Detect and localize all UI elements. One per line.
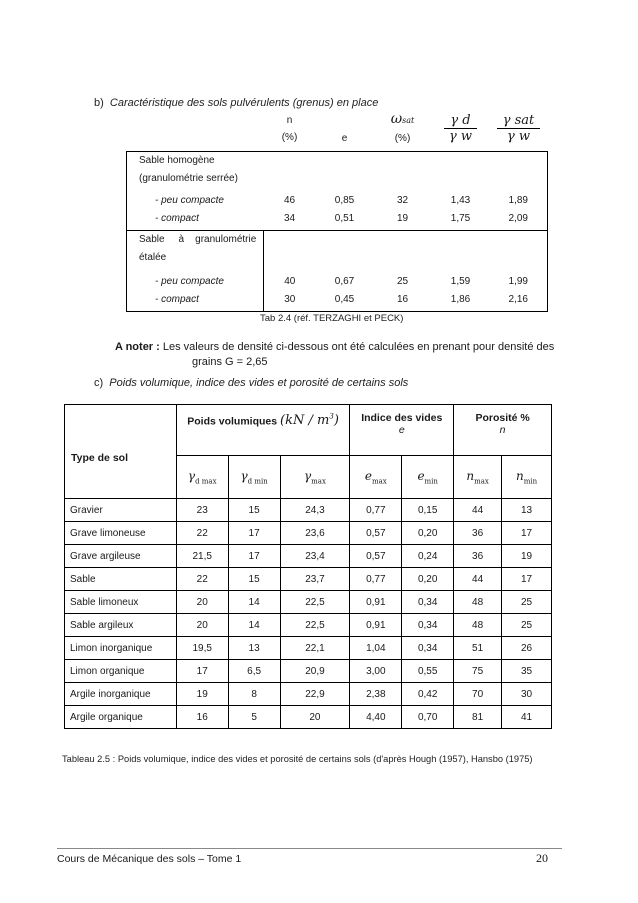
subheader-n-max: [454, 456, 502, 499]
note-paragraph: [115, 340, 563, 370]
subheader-e-max: [350, 456, 402, 499]
table-row: [65, 614, 552, 637]
cell-n-min: 26: [502, 637, 552, 660]
sym-base: e: [417, 468, 425, 483]
cell-gamma-dmin: 15: [228, 568, 280, 591]
row-label: - compact: [127, 210, 264, 231]
cell-gamma-dmax: 22: [176, 568, 228, 591]
header-n: [264, 113, 316, 152]
sym-base: γ: [240, 468, 248, 483]
cell-e-min: 0,34: [402, 591, 454, 614]
footer-course-title: Cours de Mécanique des sols – Tome 1: [57, 853, 242, 865]
gsat-num: γ sat: [497, 113, 541, 129]
table-row: [65, 637, 552, 660]
table-row: [127, 192, 548, 210]
cell-gsat: 1,99: [490, 273, 548, 291]
cell-n-max: 36: [454, 522, 502, 545]
row-label: - compact: [127, 291, 264, 312]
table-row: [127, 291, 548, 312]
cell-e-min: 0,20: [402, 568, 454, 591]
cell-n-max: 81: [454, 706, 502, 729]
cell-gamma-dmax: 22: [176, 522, 228, 545]
gd-num: γ d: [444, 113, 476, 129]
header-wsat: [374, 113, 432, 152]
cell-gsat: 2,09: [490, 210, 548, 231]
row-label: - peu compacte: [127, 273, 264, 291]
cell-gamma-dmax: 17: [176, 660, 228, 683]
table-row: [127, 273, 548, 291]
cell-gamma-max: 22,5: [280, 591, 350, 614]
cell-w: 19: [374, 210, 432, 231]
cell-n-max: 51: [454, 637, 502, 660]
footer-divider: [57, 848, 562, 849]
cell-gamma-dmin: 17: [228, 522, 280, 545]
cell-e-max: 0,57: [350, 522, 402, 545]
cell-e-max: 2,38: [350, 683, 402, 706]
cell-n: 30: [264, 291, 316, 312]
subheader-e-min: [402, 456, 454, 499]
table2-caption: Tableau 2.5 : Poids volumique, indice des vides et porosité de certains sols (d'après Hough (1957), Hansbo (1975): [62, 754, 533, 764]
gsat-over-gw: [497, 113, 541, 144]
section-c-title: Poids volumique, indice des vides et porosité de certains sols: [109, 377, 409, 389]
section-b-title: Caractéristique des sols pulvérulents (grenus) en place: [109, 97, 379, 109]
cell-gamma-dmax: 19,5: [176, 637, 228, 660]
cell-e-max: 1,04: [350, 637, 402, 660]
cell-e: 0,85: [334, 195, 355, 206]
cell-gsat: 1,89: [490, 192, 548, 210]
cell-e-max: 0,77: [350, 568, 402, 591]
cell-e-min: 0,55: [402, 660, 454, 683]
soil-properties-body: [65, 499, 552, 729]
cell-gamma-max: 22,1: [280, 637, 350, 660]
cell-gamma-dmax: 20: [176, 614, 228, 637]
cell-e-max: 0,91: [350, 614, 402, 637]
header-porosity-label: Porosité %: [475, 412, 530, 424]
header-void-ratio-label: Indice des vides: [361, 412, 443, 424]
note-text-line2: grains G = 2,65: [192, 356, 268, 368]
subheader-gamma-dmin: [228, 456, 280, 499]
cell-n-min: 13: [502, 499, 552, 522]
table1-caption: Tab 2.4 (réf. TERZAGHI et PECK): [260, 313, 404, 324]
cell-soil-type: Argile inorganique: [65, 683, 177, 706]
header-e-label: e: [341, 133, 348, 144]
cell-gamma-dmin: 6,5: [228, 660, 280, 683]
cell-e: 0,45: [316, 291, 374, 312]
cell-soil-type: Grave argileuse: [65, 545, 177, 568]
cell-gamma-dmax: 20: [176, 591, 228, 614]
cell-w: 32: [396, 195, 409, 206]
cell-e-max: 4,40: [350, 706, 402, 729]
section-c-label: c): [94, 377, 104, 389]
cell-gamma-max: 23,6: [280, 522, 350, 545]
group2-title-row: [127, 231, 548, 250]
header-wsat-unit: (%): [394, 133, 411, 144]
row-label: - peu compacte: [127, 192, 264, 210]
header-n-unit: (%): [281, 132, 298, 143]
cell-w: 25: [396, 276, 409, 287]
unit-kn-m3: $(kN / m^3)$: [280, 413, 339, 429]
unit-exponent: 3: [329, 413, 334, 421]
header-soil-type: [65, 405, 177, 499]
header-porosity-symbol: n: [499, 424, 506, 436]
table-row: [65, 499, 552, 522]
cell-n-max: 70: [454, 683, 502, 706]
cell-gamma-dmin: 17: [228, 545, 280, 568]
table-row: [65, 591, 552, 614]
cell-e-max: 0,77: [350, 499, 402, 522]
sym-base: γ: [303, 468, 312, 483]
cell-gamma-max: 24,3: [280, 499, 350, 522]
header-void-ratio: [350, 405, 454, 456]
header-wsat-symbol: [374, 111, 432, 127]
cell-gamma-dmin: 8: [228, 683, 280, 706]
cell-e-max: 3,00: [350, 660, 402, 683]
cell-n: 34: [264, 210, 316, 231]
group1-title-row: [127, 152, 548, 171]
cell-e: 0,67: [334, 276, 355, 287]
cell-n-min: 41: [502, 706, 552, 729]
cell-n: 46: [283, 195, 296, 206]
cell-soil-type: Sable limoneux: [65, 591, 177, 614]
group2-subtitle: étalée: [127, 249, 264, 267]
cell-soil-type: Gravier: [65, 499, 177, 522]
sym-sub: max: [474, 477, 489, 486]
cell-soil-type: Limon organique: [65, 660, 177, 683]
cell-n-min: 25: [502, 591, 552, 614]
header-void-ratio-symbol: e: [398, 424, 405, 436]
table-row: [65, 660, 552, 683]
sym-sub: min: [523, 477, 538, 486]
cell-gamma-dmax: 19: [176, 683, 228, 706]
table-row: [65, 545, 552, 568]
group1-title: Sable homogène: [127, 152, 264, 171]
header-porosity: [454, 405, 552, 456]
cell-n-min: 17: [502, 522, 552, 545]
group2-title: Sable à granulométrie: [127, 231, 264, 250]
cell-gd: 1,75: [432, 210, 490, 231]
cell-e: 0,51: [316, 210, 374, 231]
cell-gamma-max: 20,9: [280, 660, 350, 683]
cell-gamma-max: 22,9: [280, 683, 350, 706]
cell-e-min: 0,34: [402, 637, 454, 660]
cell-gamma-dmin: 14: [228, 591, 280, 614]
cell-soil-type: Sable argileux: [65, 614, 177, 637]
cell-gamma-dmax: 21,5: [176, 545, 228, 568]
sym-sub: d max: [195, 477, 217, 486]
sym-sub: max: [371, 477, 387, 486]
sym-base: e: [364, 468, 372, 483]
cell-gamma-dmax: 16: [176, 706, 228, 729]
group1-subtitle: (granulométrie serrée): [127, 170, 264, 188]
cell-e-min: 0,70: [402, 706, 454, 729]
cell-n-max: 48: [454, 591, 502, 614]
header-gd-gw: [432, 113, 490, 152]
sym-base: n: [466, 468, 475, 483]
cell-gd: 1,43: [450, 195, 471, 206]
cell-gamma-max: 23,7: [280, 568, 350, 591]
cell-soil-type: Limon inorganique: [65, 637, 177, 660]
gd-over-gw: [444, 113, 476, 144]
header-e: [316, 113, 374, 152]
cell-soil-type: Grave limoneuse: [65, 522, 177, 545]
cell-w: 16: [374, 291, 432, 312]
subheader-gamma-dmax: [176, 456, 228, 499]
note-text-line1: Les valeurs de densité ci-dessous ont été calculées en prenant pour densité des: [162, 341, 555, 353]
gsat-den: γ w: [506, 129, 531, 144]
cell-gamma-dmin: 15: [228, 499, 280, 522]
soil-properties-table: [64, 404, 552, 729]
sym-sub: min: [424, 477, 438, 486]
section-c-heading: [94, 377, 408, 389]
header-n-label: n: [286, 115, 293, 126]
cell-n-min: 35: [502, 660, 552, 683]
table-row: [65, 522, 552, 545]
sym-sub: d min: [247, 477, 268, 486]
note-label: A noter :: [115, 341, 160, 353]
gd-den: γ w: [448, 129, 472, 144]
cell-e-min: 0,20: [402, 522, 454, 545]
table-row: [65, 683, 552, 706]
cell-n: 40: [264, 273, 316, 291]
cell-n-min: 19: [502, 545, 552, 568]
cell-n-max: 44: [454, 568, 502, 591]
header-unit-weights: [176, 405, 350, 456]
sym-base: n: [515, 468, 524, 483]
cell-soil-type: Sable: [65, 568, 177, 591]
cell-gsat: 2,16: [490, 291, 548, 312]
subheader-gamma-max: [280, 456, 350, 499]
cell-e-max: 0,57: [350, 545, 402, 568]
cell-n-max: 75: [454, 660, 502, 683]
soil-characteristics-table: [126, 113, 548, 312]
sym-sub: max: [311, 477, 326, 486]
header-gsat-gw: [490, 113, 548, 152]
page-number: 20: [536, 851, 548, 865]
cell-e-max: 0,91: [350, 591, 402, 614]
cell-n-min: 30: [502, 683, 552, 706]
cell-n-max: 36: [454, 545, 502, 568]
cell-n-min: 17: [502, 568, 552, 591]
table-row: [127, 210, 548, 231]
cell-gamma-max: 22,5: [280, 614, 350, 637]
omega-sub: sat: [402, 116, 415, 125]
cell-n-min: 25: [502, 614, 552, 637]
cell-gamma-dmin: 14: [228, 614, 280, 637]
cell-gamma-dmin: 13: [228, 637, 280, 660]
unit-kn-m3-base: kN / m: [285, 413, 330, 429]
section-b-heading: [94, 97, 378, 109]
header-unit-weights-label: Poids volumiques: [187, 415, 278, 428]
cell-gd: 1,59: [450, 276, 471, 287]
cell-gamma-dmin: 5: [228, 706, 280, 729]
cell-e-min: 0,15: [402, 499, 454, 522]
cell-gd: 1,86: [432, 291, 490, 312]
cell-e-min: 0,24: [402, 545, 454, 568]
cell-gamma-max: 23,4: [280, 545, 350, 568]
cell-n-max: 48: [454, 614, 502, 637]
cell-gamma-max: 20: [280, 706, 350, 729]
sym-base: γ: [187, 468, 196, 483]
cell-soil-type: Argile organique: [65, 706, 177, 729]
cell-gamma-dmax: 23: [176, 499, 228, 522]
cell-n-max: 44: [454, 499, 502, 522]
cell-e-min: 0,42: [402, 683, 454, 706]
section-b-label: b): [94, 97, 104, 109]
header-soil-type-label: Type de sol: [71, 451, 128, 464]
subheader-n-min: [502, 456, 552, 499]
table-row: [65, 706, 552, 729]
omega-symbol: ω: [390, 111, 403, 127]
cell-e-min: 0,34: [402, 614, 454, 637]
table-row: [65, 568, 552, 591]
